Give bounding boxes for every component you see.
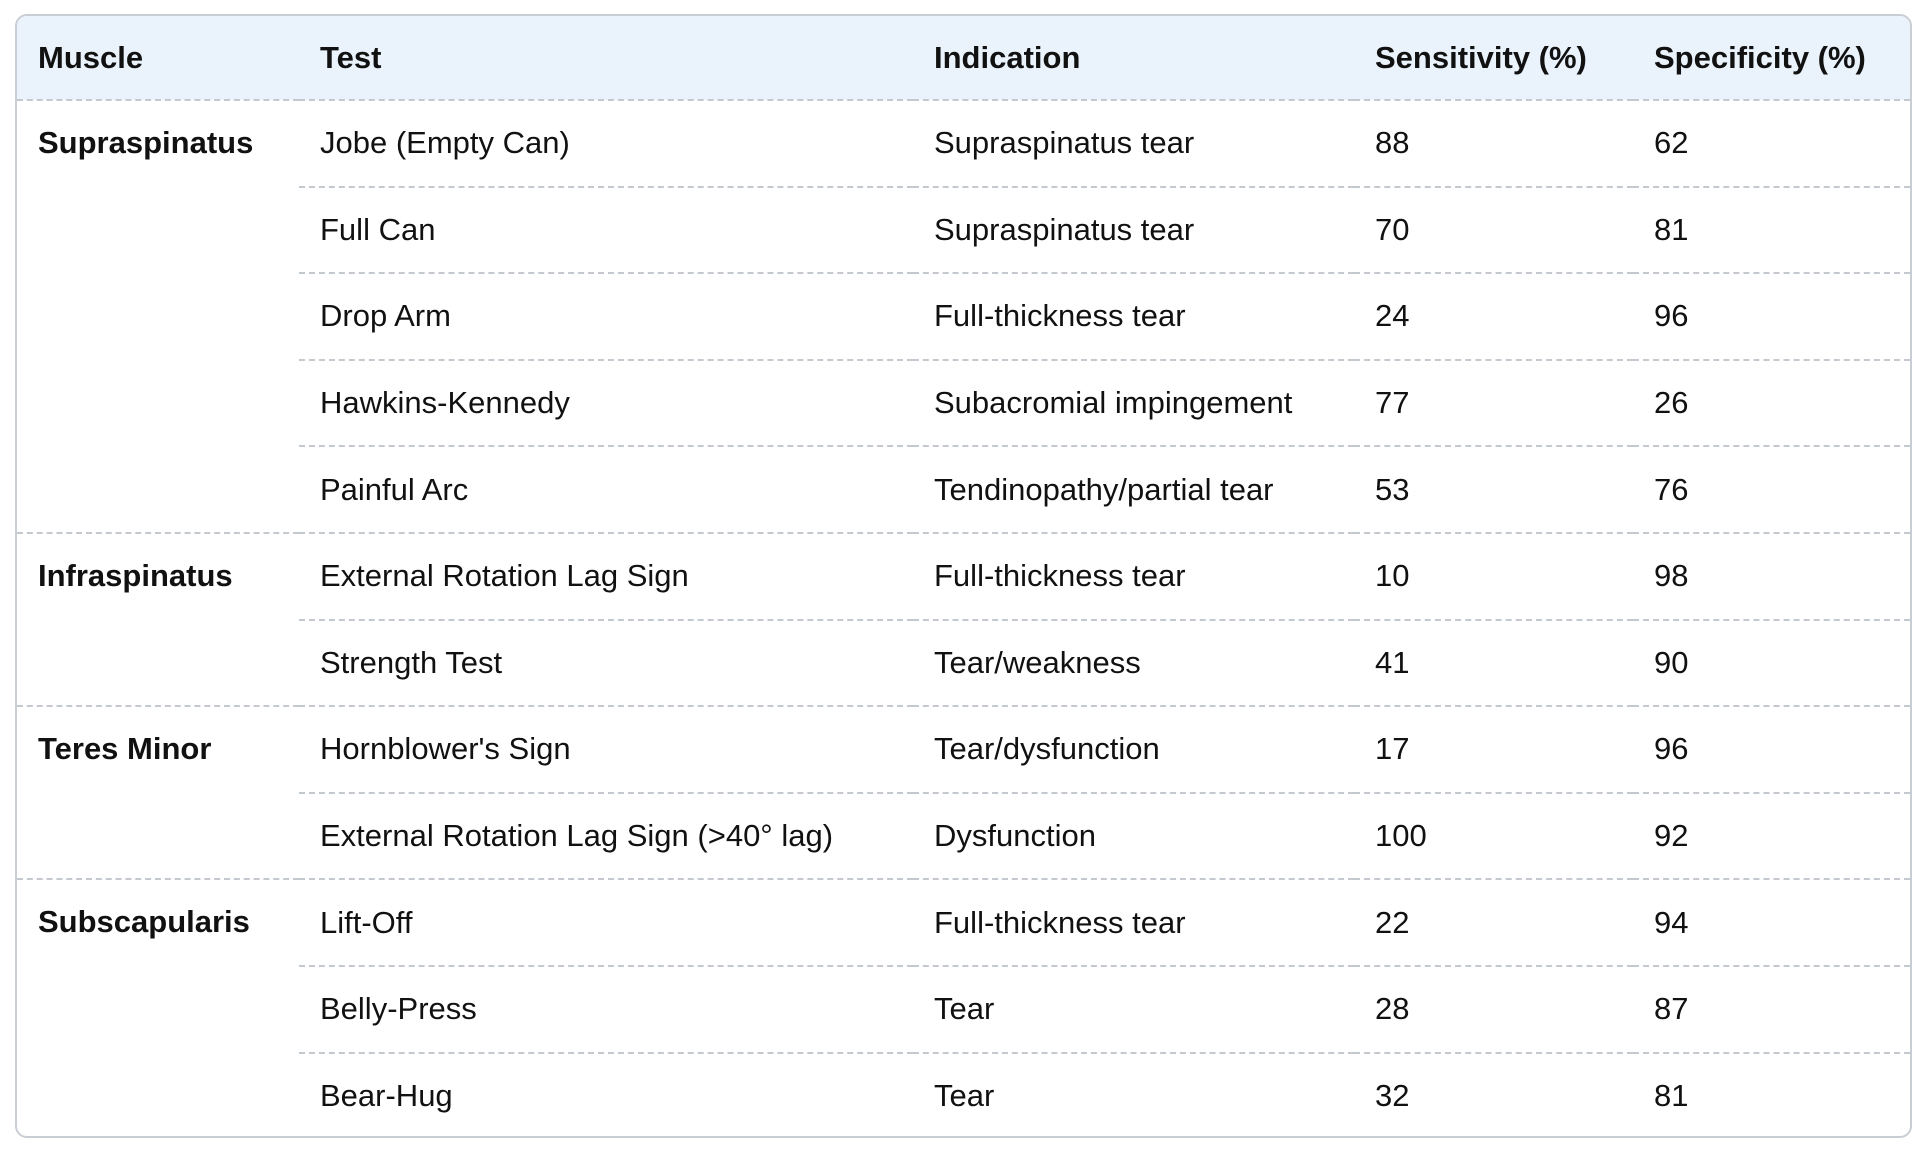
- specificity-cell: 26: [1633, 360, 1910, 447]
- test-cell: Hornblower's Sign: [299, 706, 913, 793]
- specificity-cell: 87: [1633, 966, 1910, 1053]
- column-header-muscle: Muscle: [17, 16, 299, 100]
- specificity-cell: 94: [1633, 879, 1910, 966]
- indication-cell: Tear: [934, 1078, 995, 1114]
- column-header-sensitivity: Sensitivity (%): [1354, 16, 1633, 100]
- sensitivity-cell: 77: [1354, 360, 1633, 447]
- specificity-cell: 98: [1633, 533, 1910, 620]
- test-cell: Full Can: [299, 187, 913, 274]
- test-cell: Hawkins-Kennedy: [299, 360, 913, 447]
- indication-cell: Full-thickness tear: [913, 533, 1354, 620]
- indication-cell: Subacromial impingement: [913, 360, 1354, 447]
- column-header-specificity: Specificity (%): [1633, 16, 1910, 100]
- table-row: [17, 533, 1910, 620]
- specificity-cell: 76: [1633, 446, 1910, 533]
- test-cell: Belly-Press: [299, 966, 913, 1053]
- test-cell: Drop Arm: [299, 273, 913, 360]
- table-row: [17, 273, 1910, 360]
- test-cell: External Rotation Lag Sign (>40° lag): [299, 793, 913, 880]
- table-row: [17, 100, 1910, 187]
- test-cell: Painful Arc: [299, 446, 913, 533]
- table-header: [17, 16, 1910, 100]
- specificity-cell: 96: [1633, 273, 1910, 360]
- muscle-cell: Teres Minor: [17, 706, 299, 879]
- indication-cell: Tear/weakness: [913, 620, 1354, 707]
- table-row: [17, 879, 1910, 966]
- specificity-cell: 81: [1654, 1078, 1689, 1114]
- muscle-cell: Supraspinatus: [17, 100, 299, 533]
- sensitivity-cell: 32: [1375, 1078, 1410, 1114]
- sensitivity-cell: 10: [1354, 533, 1633, 620]
- sensitivity-cell: 41: [1354, 620, 1633, 707]
- table-row: [17, 446, 1910, 533]
- sensitivity-cell: 88: [1354, 100, 1633, 187]
- specificity-cell: 92: [1633, 793, 1910, 880]
- specificity-cell: 90: [1633, 620, 1910, 707]
- muscle-cell: Infraspinatus: [17, 533, 299, 706]
- sensitivity-cell: 28: [1354, 966, 1633, 1053]
- table-body: [17, 100, 1910, 1138]
- indication-cell: Full-thickness tear: [913, 273, 1354, 360]
- sensitivity-cell: 70: [1354, 187, 1633, 274]
- specificity-cell: 81: [1633, 187, 1910, 274]
- indication-cell: Full-thickness tear: [913, 879, 1354, 966]
- table-row: [17, 706, 1910, 793]
- sensitivity-cell: 22: [1354, 879, 1633, 966]
- sensitivity-cell: 17: [1354, 706, 1633, 793]
- sensitivity-cell: 100: [1354, 793, 1633, 880]
- column-header-indication: Indication: [913, 16, 1354, 100]
- indication-cell: Tear/dysfunction: [913, 706, 1354, 793]
- data-table: [17, 16, 1910, 1138]
- muscle-cell: Subscapularis: [17, 879, 299, 1138]
- table-row: [17, 620, 1910, 707]
- table-row: [17, 187, 1910, 274]
- indication-cell: Tear: [913, 966, 1354, 1053]
- test-cell: Strength Test: [299, 620, 913, 707]
- test-cell: Jobe (Empty Can): [299, 100, 913, 187]
- sensitivity-cell: 24: [1354, 273, 1633, 360]
- table-row: [17, 966, 1910, 1053]
- indication-cell: Supraspinatus tear: [913, 100, 1354, 187]
- specificity-cell: 96: [1633, 706, 1910, 793]
- table-row: [17, 1053, 1910, 1138]
- table-row: [17, 793, 1910, 880]
- test-cell: Lift-Off: [299, 879, 913, 966]
- column-header-test: Test: [299, 16, 913, 100]
- indication-cell: Dysfunction: [913, 793, 1354, 880]
- indication-cell: Supraspinatus tear: [913, 187, 1354, 274]
- table-row: [17, 360, 1910, 447]
- header-row: [17, 16, 1910, 100]
- sensitivity-cell: 53: [1354, 446, 1633, 533]
- test-cell: Bear-Hug: [320, 1078, 453, 1114]
- rotator-cuff-test-table: [15, 14, 1912, 1138]
- test-cell: External Rotation Lag Sign: [299, 533, 913, 620]
- specificity-cell: 62: [1633, 100, 1910, 187]
- indication-cell: Tendinopathy/partial tear: [913, 446, 1354, 533]
